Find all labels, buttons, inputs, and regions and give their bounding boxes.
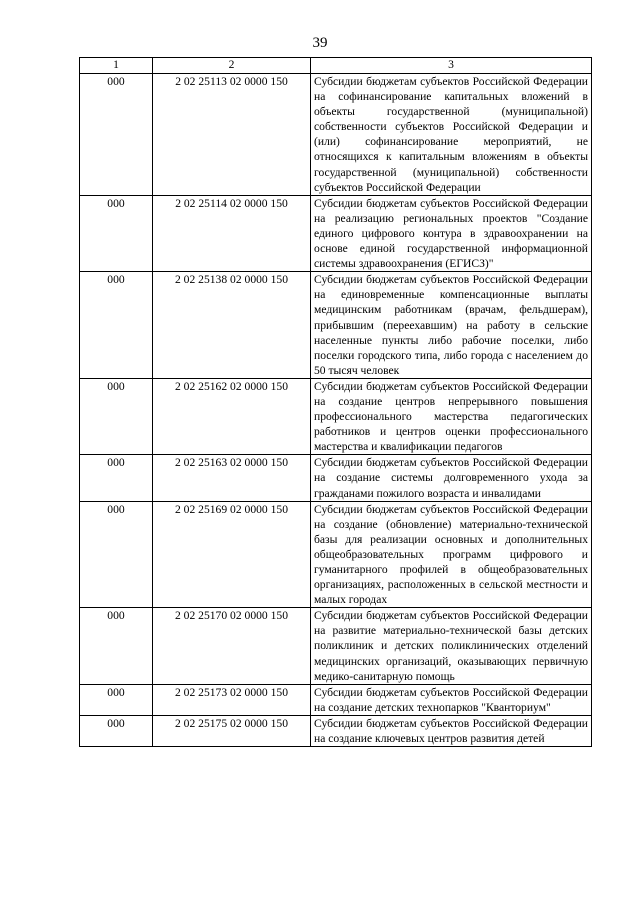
description-cell: Субсидии бюджетам субъектов Российской Федерации на создание системы долговременного ухода за гражданами пожилого возраста и инвалидами bbox=[311, 455, 592, 501]
description-cell: Субсидии бюджетам субъектов Российской Федерации на создание детских технопарков "Кванториум" bbox=[311, 684, 592, 715]
description-cell: Субсидии бюджетам субъектов Российской Федерации на создание ключевых центров развития детей bbox=[311, 715, 592, 746]
table-row bbox=[80, 684, 592, 715]
admin-code-cell: 000 bbox=[80, 378, 153, 454]
budget-code-cell: 2 02 25169 02 0000 150 bbox=[153, 501, 311, 608]
admin-code-cell: 000 bbox=[80, 272, 153, 379]
table-row bbox=[80, 608, 592, 684]
table-row bbox=[80, 195, 592, 271]
admin-code-cell: 000 bbox=[80, 501, 153, 608]
budget-classification-table bbox=[79, 57, 592, 747]
table-row bbox=[80, 501, 592, 608]
budget-code-cell: 2 02 25173 02 0000 150 bbox=[153, 684, 311, 715]
column-header-2: 2 bbox=[153, 58, 311, 74]
admin-code-cell: 000 bbox=[80, 715, 153, 746]
budget-code-cell: 2 02 25138 02 0000 150 bbox=[153, 272, 311, 379]
admin-code-cell: 000 bbox=[80, 455, 153, 501]
admin-code-cell: 000 bbox=[80, 684, 153, 715]
budget-code-cell: 2 02 25170 02 0000 150 bbox=[153, 608, 311, 684]
page-number: 39 bbox=[312, 35, 328, 51]
budget-code-cell: 2 02 25113 02 0000 150 bbox=[153, 74, 311, 196]
budget-code-cell: 2 02 25175 02 0000 150 bbox=[153, 715, 311, 746]
admin-code-cell: 000 bbox=[80, 608, 153, 684]
budget-code-cell: 2 02 25114 02 0000 150 bbox=[153, 195, 311, 271]
budget-code-cell: 2 02 25162 02 0000 150 bbox=[153, 378, 311, 454]
column-header-3: 3 bbox=[311, 58, 592, 74]
table-row bbox=[80, 378, 592, 454]
description-cell: Субсидии бюджетам субъектов Российской Федерации на создание центров непрерывного повышения профессионального мастерства педагогических работников и центров оценки профессионального мастерства и квалификации педагогов bbox=[311, 378, 592, 454]
admin-code-cell: 000 bbox=[80, 195, 153, 271]
description-cell: Субсидии бюджетам субъектов Российской Федерации на развитие материально-технической базы детских поликлиник и детских поликлинических отделений медицинских организаций, оказывающих первичную медико-санитарную помощь bbox=[311, 608, 592, 684]
description-cell: Субсидии бюджетам субъектов Российской Федерации на реализацию региональных проектов "Создание единого цифрового контура в здравоохранении на основе единой государственной информационной системы здравоохранения (ЕГИСЗ)" bbox=[311, 195, 592, 271]
table-row bbox=[80, 74, 592, 196]
admin-code-cell: 000 bbox=[80, 74, 153, 196]
table-row bbox=[80, 715, 592, 746]
description-cell: Субсидии бюджетам субъектов Российской Федерации на создание (обновление) материально-технической базы для реализации основных и дополнительных общеобразовательных программ цифрового и гуманитарного профилей в общеобразовательных организациях, расположенных в сельской местности и малых городах bbox=[311, 501, 592, 608]
column-header-1: 1 bbox=[80, 58, 153, 74]
table-row bbox=[80, 272, 592, 379]
budget-code-cell: 2 02 25163 02 0000 150 bbox=[153, 455, 311, 501]
table-header-row bbox=[80, 58, 592, 74]
description-cell: Субсидии бюджетам субъектов Российской Федерации на софинансирование капитальных вложений в объекты государственной (муниципальной) собственности субъектов Российской Федерации и (или) софинансирование мероприятий, не относящихся к капитальным вложениям в объекты государственной (муниципальной) собственности субъектов Российской Федерации bbox=[311, 74, 592, 196]
table-row bbox=[80, 455, 592, 501]
description-cell: Субсидии бюджетам субъектов Российской Федерации на единовременные компенсационные выплаты медицинским работникам (врачам, фельдшерам), прибывшим (переехавшим) на работу в сельские населенные пункты либо рабочие поселки, либо поселки городского типа, либо города с населением до 50 тысяч человек bbox=[311, 272, 592, 379]
